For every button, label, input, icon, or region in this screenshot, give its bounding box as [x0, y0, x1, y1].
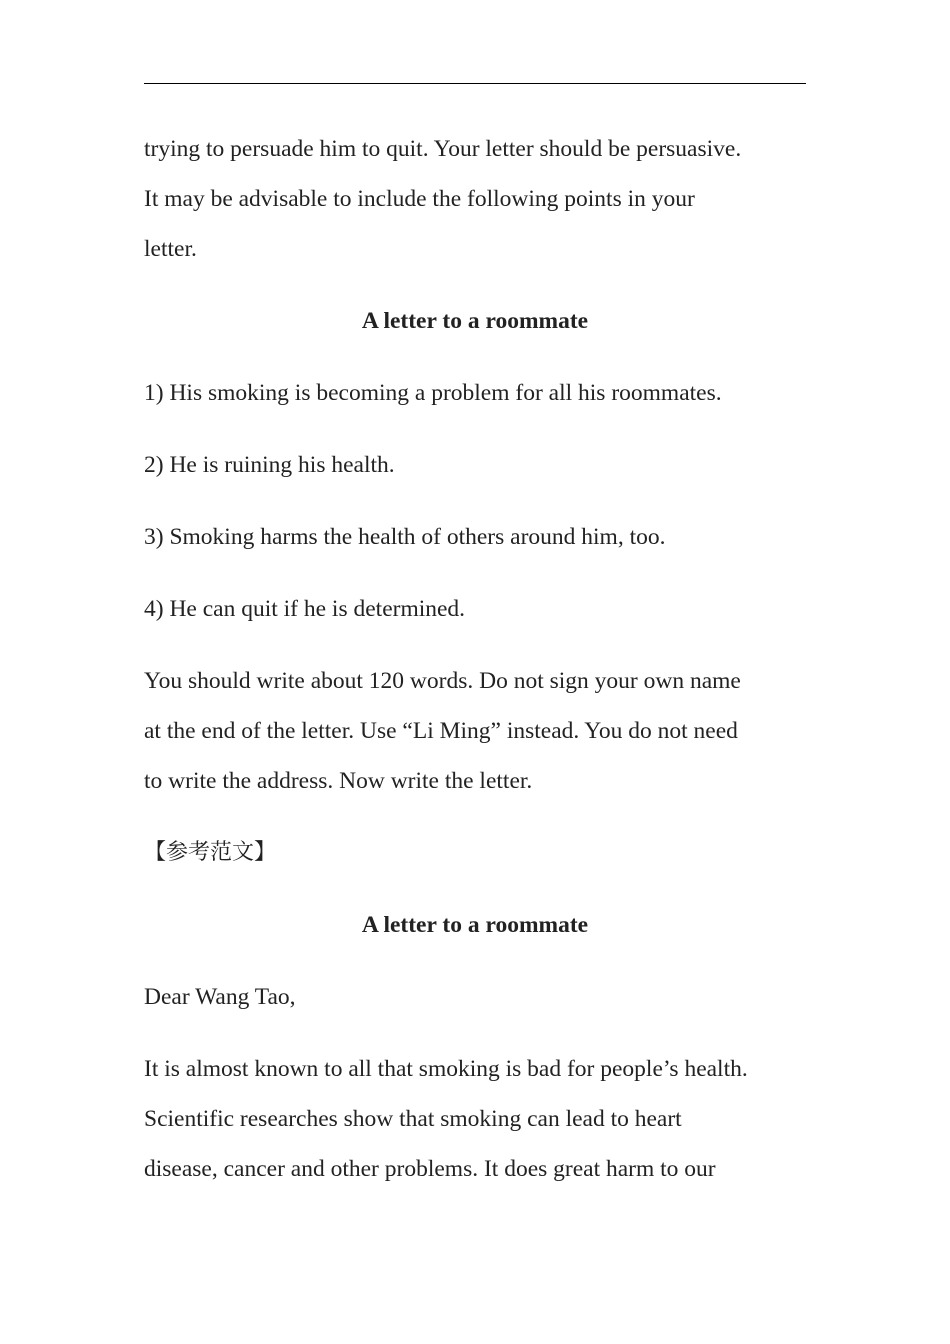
- body-paragraph: [144, 1044, 814, 1194]
- instructions-line: You should write about 120 words. Do not sign your own name: [144, 668, 741, 694]
- instructions-paragraph: [144, 656, 814, 806]
- instructions-line: to write the address. Now write the letter.: [144, 768, 533, 794]
- intro-line: trying to persuade him to quit. Your letter should be persuasive.: [144, 136, 742, 162]
- intro-line: It may be advisable to include the following points in your: [144, 186, 695, 212]
- body-line: disease, cancer and other problems. It does great harm to our: [144, 1156, 716, 1182]
- intro-paragraph: [144, 124, 814, 274]
- point-item: 3) Smoking harms the health of others around him, too.: [144, 524, 666, 550]
- salutation: Dear Wang Tao,: [144, 984, 296, 1010]
- intro-line: letter.: [144, 236, 197, 262]
- instructions-line: at the end of the letter. Use “Li Ming” instead. You do not need: [144, 718, 738, 744]
- point-item: 2) He is ruining his health.: [144, 452, 395, 478]
- point-item: 1) His smoking is becoming a problem for all his roommates.: [144, 380, 722, 406]
- document-page: [144, 0, 806, 1344]
- point-item: 4) He can quit if he is determined.: [144, 596, 466, 622]
- letter-heading: A letter to a roommate: [361, 308, 589, 334]
- header-rule: [144, 83, 806, 84]
- sample-letter-heading: A letter to a roommate: [361, 912, 589, 938]
- body-line: It is almost known to all that smoking is bad for people’s health.: [144, 1056, 748, 1082]
- reference-label: 【参考范文】: [144, 840, 277, 865]
- document-content: [144, 124, 814, 1216]
- body-line: Scientific researches show that smoking can lead to heart: [144, 1106, 682, 1132]
